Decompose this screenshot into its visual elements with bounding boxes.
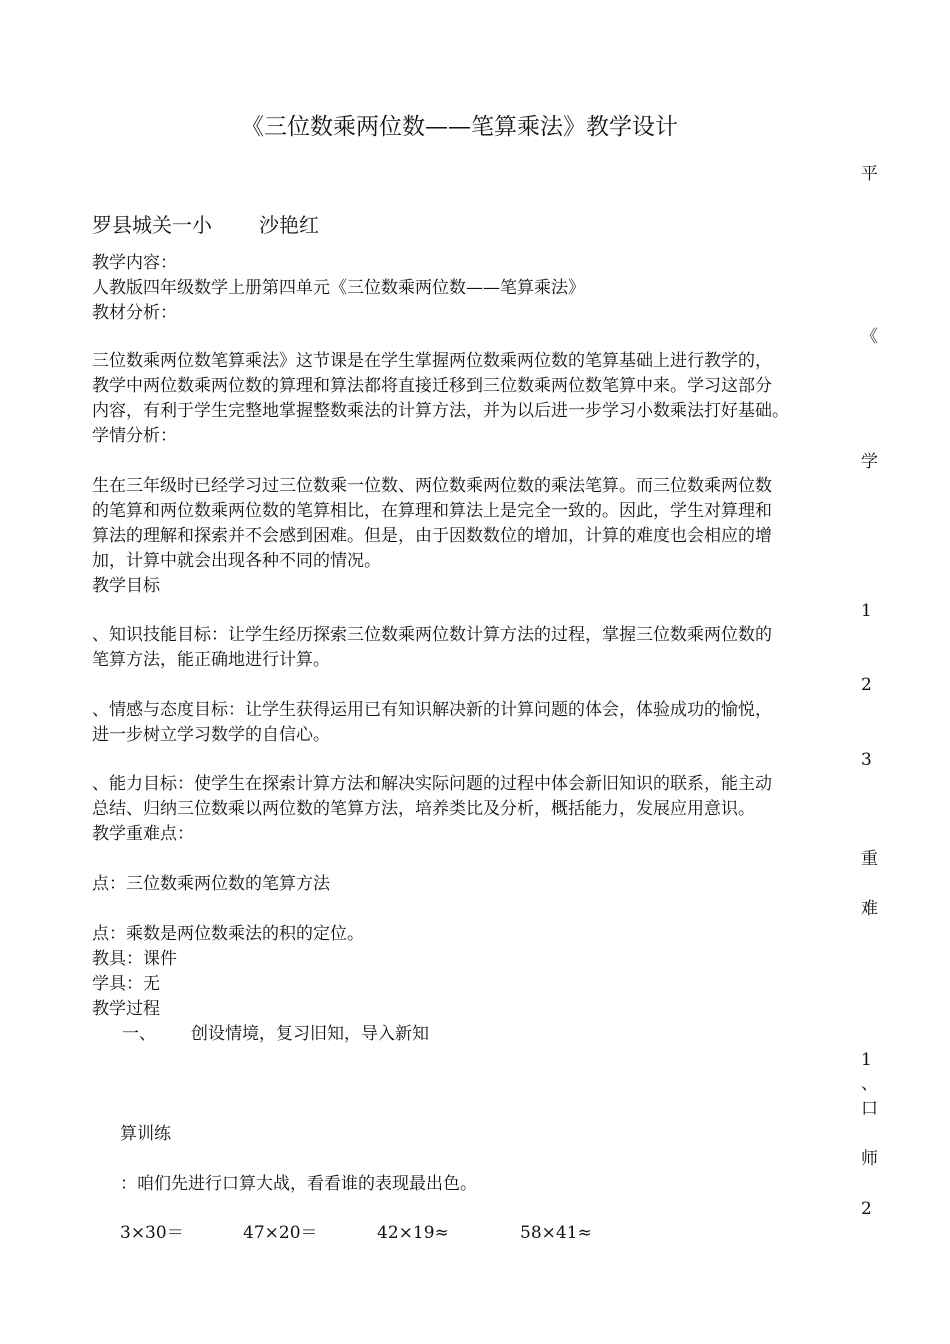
student-margin: 学 [861,452,878,472]
process-label: 教学过程 [92,999,160,1019]
margin-col-char: 、 [861,1074,878,1094]
goal-number: 2 [861,675,872,695]
content-label: 教学内容： [92,253,177,273]
key-label: 教学重难点： [92,824,194,844]
margin-col-char: 师 [861,1149,878,1169]
goal-line: 进一步树立学习数学的自信心。 [92,725,330,745]
author-school: 罗县城关一小 [92,213,212,237]
difficult-point: 点：乘数是两位数乘法的积的定位。 [92,924,364,944]
diff-margin: 难 [861,899,878,919]
problem: 3×30＝ [120,1223,184,1243]
teacher-text: ：咱们先进行口算大战，看看谁的表现最出色。 [120,1174,477,1194]
step-title: 创设情境，复习旧知，导入新知 [191,1024,429,1044]
analysis-line: 三位数乘两位数笔算乘法》这节课是在学生掌握两位数乘两位数的笔算基础上进行教学的， [92,351,772,371]
margin-col-char: 2 [861,1199,872,1219]
margin-char: 平 [861,164,878,184]
key-point: 点：三位数乘两位数的笔算方法 [92,874,330,894]
goal-line: 总结、归纳三位数乘以两位数的笔算方法，培养类比及分析，概括能力，发展应用意识。 [92,799,755,819]
author-name: 沙艳红 [259,213,319,237]
student-line: 算法的理解和探索并不会感到困难。但是，由于因数数位的增加，计算的难度也会相应的增 [92,526,772,546]
goal-number: 1 [861,601,872,621]
document-title: 《三位数乘两位数——笔算乘法》教学设计 [241,114,678,140]
teacher-tools: 教具：课件 [92,949,177,969]
analysis-line: 教学中两位数乘两位数的算理和算法都将直接迁移到三位数乘两位数笔算中来。学习这部分 [92,376,772,396]
goals-label: 教学目标 [92,576,160,596]
analysis-line: 内容，有利于学生完整地掌握整数乘法的计算方法，并为以后进一步学习小数乘法打好基础。 [92,401,789,421]
student-line: 生在三年级时已经学习过三位数乘一位数、两位数乘两位数的乘法笔算。而三位数乘两位数 [92,476,772,496]
student-tools: 学具：无 [92,974,160,994]
goal-number: 3 [861,750,872,770]
goal-line: 、知识技能目标：让学生经历探索三位数乘两位数计算方法的过程，掌握三位数乘两位数的 [92,625,772,645]
student-label: 学情分析： [92,426,177,446]
analysis-margin: 《 [861,327,878,347]
goal-line: 、情感与态度目标：让学生获得运用已有知识解决新的计算问题的体会，体验成功的愉悦， [92,700,772,720]
problem: 42×19≈ [377,1223,449,1243]
step-number: 一、 [122,1024,156,1044]
content-text: 人教版四年级数学上册第四单元《三位数乘两位数——笔算乘法》 [92,278,585,298]
oral-label: 算训练 [120,1124,171,1144]
problem: 58×41≈ [520,1223,592,1243]
goal-line: 、能力目标：使学生在探索计算方法和解决实际问题的过程中体会新旧知识的联系，能主动 [92,774,772,794]
student-line: 加，计算中就会出现各种不同的情况。 [92,551,381,571]
student-line: 的笔算和两位数乘两位数的笔算相比，在算理和算法上是完全一致的。因此，学生对算理和 [92,501,772,521]
problem: 47×20＝ [243,1223,318,1243]
margin-col-char: 口 [861,1099,878,1119]
analysis-label: 教材分析： [92,303,177,323]
key-margin: 重 [861,849,878,869]
goal-line: 笔算方法，能正确地进行计算。 [92,650,330,670]
margin-col-char: 1 [861,1050,872,1070]
